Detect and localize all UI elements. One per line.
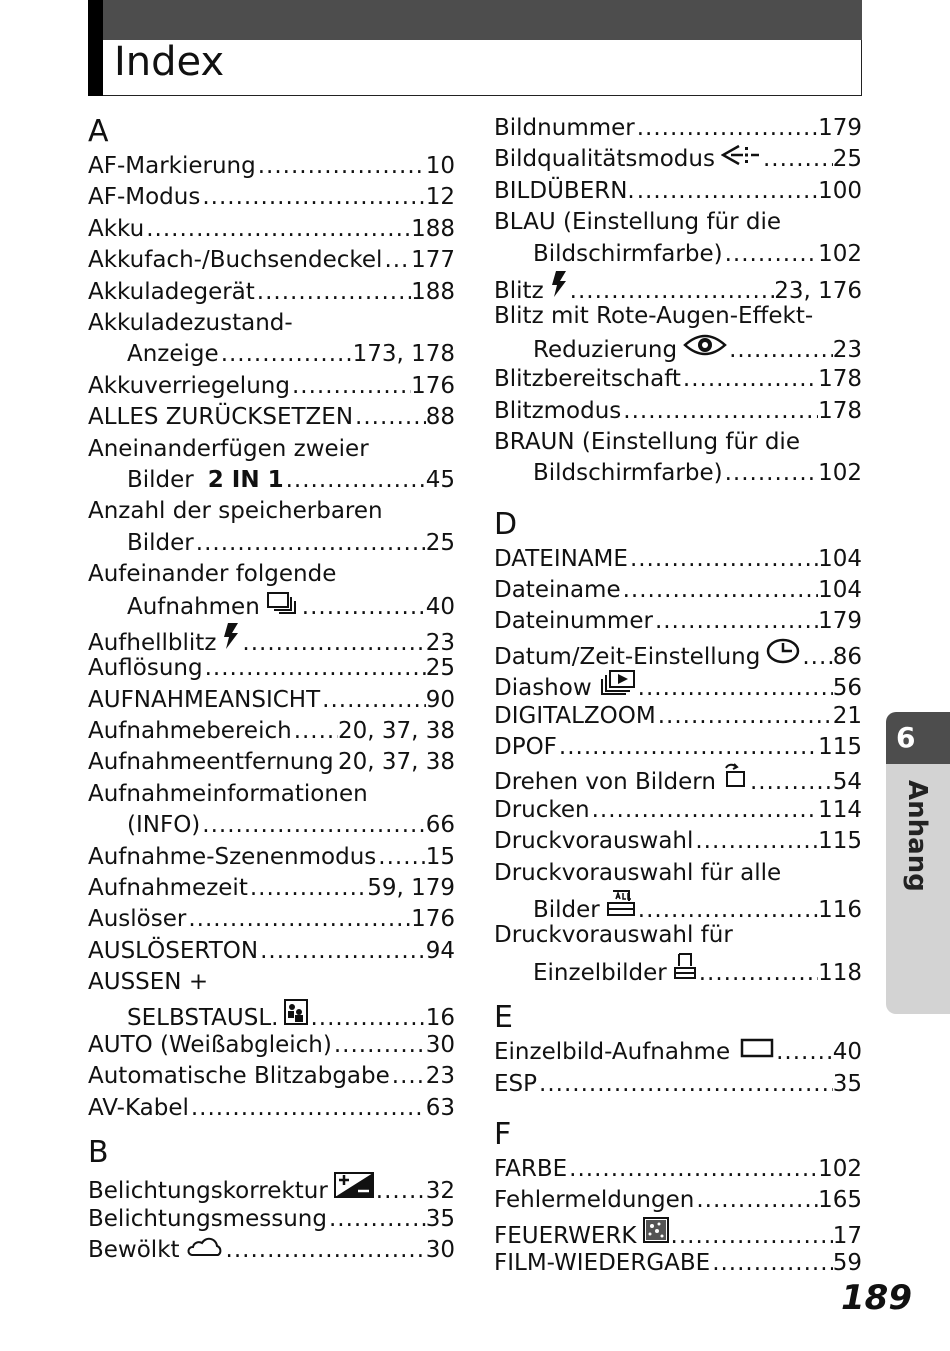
index-entry — [88, 1204, 455, 1235]
entry-page: 12 — [425, 184, 455, 211]
index-entry — [494, 176, 862, 207]
index-entry — [494, 270, 862, 304]
section-letter: A — [88, 114, 109, 149]
section-d — [494, 506, 862, 986]
entry-term: DIGITALZOOM — [494, 702, 656, 729]
entry-term: (INFO) — [127, 812, 201, 839]
index-entry — [88, 182, 455, 213]
entry-term: Akkufach-/Buchsendeckel — [88, 247, 383, 274]
entry-term: Bilder — [127, 466, 194, 493]
index-entry — [88, 528, 455, 559]
entry-page: 59 — [832, 1250, 862, 1277]
entry-term: Druckvorauswahl für alle — [494, 859, 782, 886]
index-column-right — [494, 113, 862, 1280]
entry-term: Blitz — [494, 277, 544, 304]
print-all-icon — [606, 889, 636, 917]
fireworks-icon — [643, 1217, 669, 1243]
section-letter: E — [494, 1000, 513, 1036]
entry-page: 102 — [818, 460, 862, 487]
entry-page: 63 — [425, 1094, 455, 1121]
red-eye-icon — [683, 333, 727, 357]
index-entry — [494, 795, 862, 826]
index-entry — [494, 1037, 862, 1068]
index-entry — [88, 936, 455, 967]
index-entry — [494, 606, 862, 637]
header-black-marker — [88, 0, 103, 96]
index-entry — [88, 999, 455, 1030]
index-column-left — [88, 113, 455, 1266]
image-quality-icon — [721, 144, 761, 166]
entry-term: Druckvorauswahl — [494, 828, 694, 855]
single-frame-icon — [740, 1037, 774, 1059]
entry-term: Datum/Zeit-Einstellung — [494, 643, 761, 670]
entry-term: Reduzierung — [533, 336, 678, 363]
entry-term: Aufnahmeinformationen — [88, 780, 368, 807]
section-a — [88, 113, 455, 1124]
entry-term: Drehen von Bildern — [494, 769, 716, 796]
index-entry — [494, 1185, 862, 1216]
index-entry — [88, 465, 455, 496]
entry-term: Aufeinander folgende — [88, 561, 337, 588]
index-entry — [88, 1093, 455, 1124]
section-f — [494, 1116, 862, 1280]
entry-page: 179 — [818, 115, 862, 141]
entry-term: Dateinummer — [494, 608, 653, 635]
entry-term: Diashow — [494, 675, 592, 702]
section-b-continued — [494, 113, 862, 490]
entry-page: 23 — [832, 336, 862, 363]
entry-term: AF-Modus — [88, 184, 201, 211]
entry-page: 35 — [425, 1205, 455, 1232]
entry-page: 25 — [425, 655, 455, 682]
chapter-tab-label: Anhang — [902, 780, 932, 892]
entry-term: BILDÜBERN. — [494, 177, 635, 204]
entry-page: 173, 178 — [352, 341, 455, 368]
scene-outdoor-selftimer-icon — [284, 999, 308, 1025]
entry-page: 118 — [818, 959, 862, 986]
entry-page: 25 — [425, 529, 455, 556]
index-entry — [88, 339, 455, 370]
page-title: Index — [114, 39, 225, 85]
rotate-icon — [722, 763, 748, 789]
index-entry — [88, 590, 455, 621]
entry-page: 23 — [425, 629, 455, 656]
index-entry — [88, 967, 455, 998]
section-letter: B — [88, 1135, 109, 1171]
index-entry — [88, 779, 455, 810]
entry-term: Aufhellblitz — [88, 629, 217, 656]
entry-page: 100 — [818, 177, 862, 204]
index-entry — [494, 1248, 862, 1279]
entry-term: DATEINAME — [494, 545, 628, 572]
index-entry — [88, 214, 455, 245]
entry-page: 90 — [425, 686, 455, 713]
index-entry — [494, 364, 862, 395]
index-entry — [494, 1154, 862, 1185]
entry-page: 104 — [818, 545, 862, 572]
entry-term: AV-Kabel — [88, 1094, 189, 1121]
entry-page: 176 — [411, 906, 455, 933]
entry-page: 176 — [411, 372, 455, 399]
entry-term: Aufnahmeentfernung — [88, 749, 334, 776]
entry-page: 177 — [411, 247, 455, 274]
index-entry — [494, 1217, 862, 1248]
entry-page: 104 — [818, 577, 862, 604]
exposure-compensation-icon — [334, 1172, 374, 1198]
section-b — [88, 1134, 455, 1266]
entry-term: AUFNAHMEANSICHT — [88, 686, 321, 713]
entry-term: Belichtungskorrektur — [88, 1178, 328, 1205]
print-single-icon — [673, 952, 697, 980]
clock-icon — [766, 638, 800, 664]
entry-term: Aneinanderfügen zweier — [88, 435, 369, 462]
entry-term: Aufnahmezeit — [88, 874, 248, 901]
index-entry — [494, 333, 862, 364]
entry-page: 188 — [411, 215, 455, 242]
entry-term: Bildqualitätsmodus — [494, 146, 715, 173]
entry-page: 102 — [818, 240, 862, 267]
index-entry — [88, 810, 455, 841]
entry-term: Belichtungsmessung — [88, 1205, 327, 1232]
entry-page: 188 — [411, 278, 455, 305]
index-entry — [88, 1061, 455, 1092]
index-entry — [494, 701, 862, 732]
entry-term: ALLES ZURÜCKSETZEN — [88, 404, 354, 431]
index-entry — [88, 434, 455, 465]
entry-page: 54 — [832, 769, 862, 796]
entry-page: 25 — [832, 146, 862, 173]
index-entry — [494, 669, 862, 700]
entry-term: Bildnummer — [494, 115, 635, 141]
index-entry — [88, 1235, 455, 1266]
entry-page: 15 — [425, 843, 455, 870]
entry-page: 56 — [832, 675, 862, 702]
entry-page: 32 — [425, 1178, 455, 1205]
index-entry — [88, 402, 455, 433]
entry-term: DPOF — [494, 734, 557, 761]
entry-term: AUSLÖSERTON — [88, 937, 259, 964]
entry-page: 179 — [818, 608, 862, 635]
entry-term: BLAU (Einstellung für die — [494, 209, 782, 236]
sequential-shooting-icon — [266, 590, 300, 614]
entry-page: 59, 179 — [367, 874, 455, 901]
index-entry — [88, 245, 455, 276]
entry-term: ESP — [494, 1070, 538, 1097]
entry-page: 94 — [425, 937, 455, 964]
entry-page: 30 — [425, 1236, 455, 1263]
entry-term: Akku — [88, 215, 145, 242]
entry-term: Druckvorauswahl für — [494, 922, 733, 949]
entry-term: FARBE — [494, 1155, 568, 1182]
index-entry — [88, 685, 455, 716]
entry-term: Bewölkt — [88, 1236, 180, 1263]
entry-page: 10 — [425, 153, 455, 179]
index-entry — [88, 151, 455, 182]
index-entry — [88, 716, 455, 747]
index-entry — [494, 239, 862, 270]
section-letter: F — [494, 1116, 512, 1152]
entry-term: FEUERWERK — [494, 1222, 637, 1249]
entry-term: Einzelbild-Aufnahme — [494, 1039, 731, 1066]
entry-page: 21 — [832, 702, 862, 729]
entry-term: AF-Markierung — [88, 153, 256, 179]
index-entry — [494, 544, 862, 575]
entry-page: 16 — [425, 1004, 455, 1031]
entry-term: Blitzbereitschaft — [494, 366, 681, 393]
entry-page: 178 — [818, 397, 862, 424]
index-entry — [494, 638, 862, 669]
entry-page: 116 — [818, 896, 862, 923]
cloudy-icon — [186, 1237, 224, 1257]
section-letter: D — [494, 506, 518, 542]
entry-term: Akkuladegerät — [88, 278, 255, 305]
chapter-tab-number: 6 — [886, 712, 950, 764]
entry-term: Auflösung — [88, 655, 203, 682]
index-entry — [88, 308, 455, 339]
index-entry — [494, 826, 862, 857]
index-entry — [494, 763, 862, 794]
entry-term: Blitz mit Rote-Augen-Effekt- — [494, 303, 814, 330]
entry-term: Bilder — [533, 896, 600, 923]
entry-term: Automatische Blitzabgabe — [88, 1063, 390, 1090]
entry-term: SELBSTAUSL. — [127, 1004, 279, 1031]
entry-page: 102 — [818, 1155, 862, 1182]
index-entry — [494, 207, 862, 238]
index-entry — [494, 113, 862, 144]
section-e — [494, 999, 862, 1100]
entry-page: 88 — [425, 404, 455, 431]
index-entry — [494, 858, 862, 889]
entry-term: Akkuverriegelung — [88, 372, 290, 399]
entry-term: BRAUN (Einstellung für die — [494, 428, 800, 455]
index-entry — [88, 653, 455, 684]
entry-term: Dateiname — [494, 577, 621, 604]
index-entry — [494, 301, 862, 332]
entry-term: Auslöser — [88, 906, 187, 933]
index-entry — [88, 873, 455, 904]
entry-term: AUTO (Weißabgleich) — [88, 1031, 332, 1058]
entry-term: Aufnahme-Szenenmodus — [88, 843, 377, 870]
entry-page: 40 — [425, 594, 455, 621]
index-entry — [494, 144, 862, 175]
entry-term-bold: 2 IN 1 — [207, 466, 284, 493]
index-entry — [494, 920, 862, 951]
index-entry — [88, 622, 455, 656]
header-gray-bar — [88, 0, 862, 40]
entry-page: 165 — [818, 1187, 862, 1214]
entry-term: Aufnahmen — [127, 594, 260, 621]
slideshow-icon — [598, 669, 636, 695]
index-entry — [494, 427, 862, 458]
entry-page: 178 — [818, 366, 862, 393]
index-entry — [494, 396, 862, 427]
index-entry — [88, 842, 455, 873]
entry-term: Fehlermeldungen — [494, 1187, 695, 1214]
entry-term: Einzelbilder — [533, 959, 667, 986]
entry-term: Aufnahmebereich — [88, 718, 292, 745]
page-number: 189 — [841, 1278, 912, 1318]
entry-page: 20, 37, 38 — [337, 718, 455, 745]
flash-icon — [222, 622, 240, 650]
index-entry — [494, 575, 862, 606]
entry-term: Anzahl der speicherbaren — [88, 498, 383, 525]
index-entry — [88, 371, 455, 402]
entry-term: Anzeige — [127, 341, 219, 368]
entry-page: 35 — [832, 1070, 862, 1097]
entry-page: 86 — [832, 643, 862, 670]
entry-term: Bildschirmfarbe) — [533, 240, 723, 267]
entry-term: Drucken — [494, 796, 590, 823]
entry-term: FILM-WIEDERGABE — [494, 1250, 711, 1277]
index-entry — [88, 559, 455, 590]
entry-page: 115 — [818, 828, 862, 855]
index-entry — [88, 904, 455, 935]
index-entry — [88, 496, 455, 527]
index-entry — [494, 458, 862, 489]
entry-page: 30 — [425, 1031, 455, 1058]
index-entry — [88, 747, 455, 778]
index-entry — [494, 732, 862, 763]
entry-page: 115 — [818, 734, 862, 761]
entry-page: 66 — [425, 812, 455, 839]
index-entry — [88, 1030, 455, 1061]
entry-page: 20, 37, 38 — [337, 749, 455, 776]
entry-term: Akkuladezustand- — [88, 309, 293, 336]
entry-term: Bildschirmfarbe) — [533, 460, 723, 487]
entry-page: 17 — [832, 1222, 862, 1249]
entry-page: 23, 176 — [774, 277, 862, 304]
index-entry — [88, 1172, 455, 1203]
entry-page: 114 — [818, 796, 862, 823]
entry-term: Bilder — [127, 529, 194, 556]
entry-page: 23 — [425, 1063, 455, 1090]
entry-term: AUSSEN + — [88, 969, 209, 996]
index-entry — [494, 952, 862, 986]
index-entry — [88, 277, 455, 308]
entry-page: 45 — [425, 466, 455, 493]
entry-page: 40 — [832, 1039, 862, 1066]
index-entry — [494, 889, 862, 923]
flash-icon — [550, 270, 568, 298]
index-entry — [494, 1069, 862, 1100]
entry-term: Blitzmodus — [494, 397, 622, 424]
